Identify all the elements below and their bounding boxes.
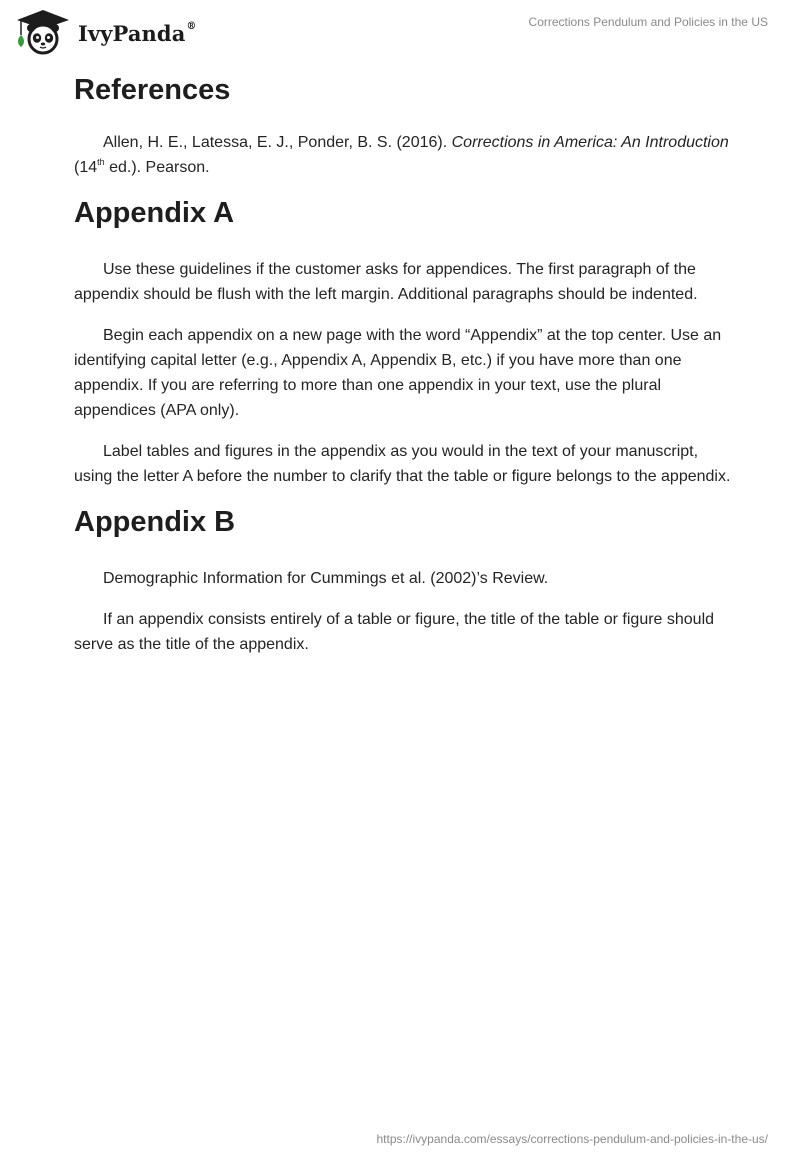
brand-name: IvyPanda® [78, 20, 197, 46]
reference-publisher: ed.). Pearson. [104, 159, 210, 176]
reference-title: Corrections in America: An Introduction [451, 134, 729, 151]
running-title: Corrections Pendulum and Policies in the US [528, 15, 768, 29]
ivypanda-logo[interactable] [14, 8, 197, 56]
page-header [0, 0, 800, 60]
appendix-a-paragraph: Label tables and figures in the appendix as you would in the text of your manuscript, using the letter A before the number to clarify that the table or figure belongs to the appendix. [74, 443, 731, 485]
reference-edition-sup: th [97, 156, 105, 167]
reference-authors: Allen, H. E., Latessa, E. J., Ponder, B. S. (2016). [103, 134, 452, 151]
reference-entry [74, 130, 734, 180]
source-url-link[interactable]: https://ivypanda.com/essays/corrections-pendulum-and-policies-in-the-us/ [376, 1132, 768, 1146]
panda-mascot-icon [14, 8, 72, 56]
reference-edition: (14 [74, 159, 98, 176]
appendix-a-heading: Appendix A [74, 197, 235, 229]
appendix-b-paragraph: Demographic Information for Cummings et al. (2002)’s Review. [103, 570, 549, 587]
appendix-b-heading: Appendix B [74, 506, 236, 538]
registered-mark: ® [186, 20, 197, 32]
appendix-a-paragraph: Use these guidelines if the customer asks for appendices. The first paragraph of the appendix should be flush with the left margin. Additional paragraphs should be indented. [74, 261, 698, 303]
document-body [74, 72, 734, 657]
appendix-b-paragraph: If an appendix consists entirely of a table or figure, the title of the table or figure should serve as the title of the appendix. [74, 611, 715, 653]
references-heading: References [74, 74, 231, 106]
appendix-a-paragraph: Begin each appendix on a new page with the word “Appendix” at the top center. Use an identifying capital letter (e.g., Appendix A, Appendix B, etc.) if you have more than one appendix. If you are referring to more than one appendix in your text, use the plural appendices (APA only). [74, 327, 722, 419]
